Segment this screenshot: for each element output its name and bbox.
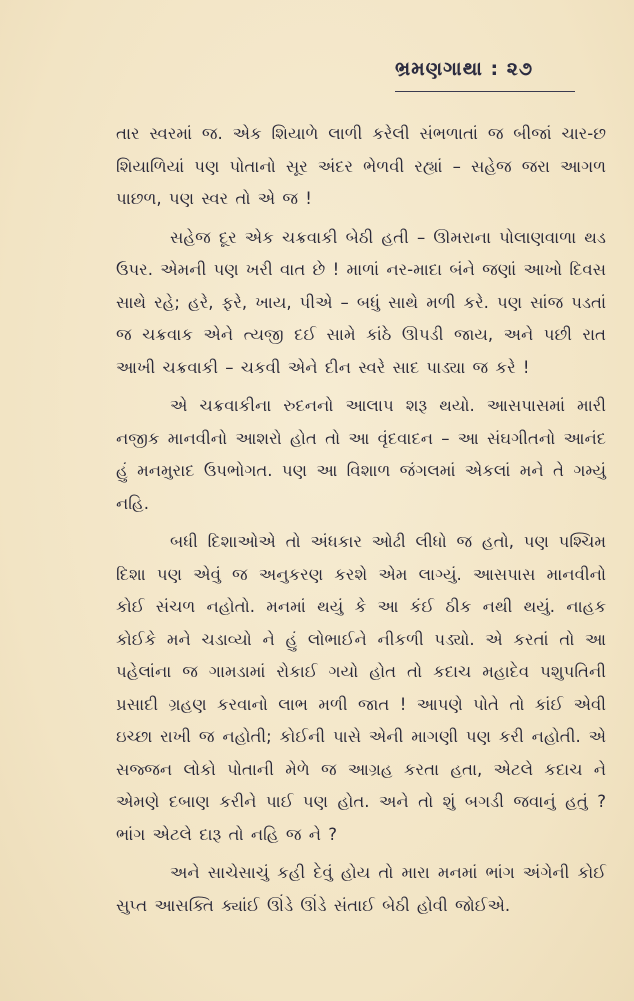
paragraph-1: તાર સ્વરમાં જ. એક શિયાળે લાળી કરેલી સંભળાતાં જ બીજાં ચાર-છ શિયાળિયાં પણ પોતાનો સૂર અંદર ભેળવી રહ્યાં – સહેજ જરા આગળ પાછળ, પણ સ્વર તો એ જ ! [116, 124, 606, 208]
page-body [116, 118, 606, 928]
paragraph-5: અને સાચેસાચું કહી દેવું હોય તો મારા મનમાં ભાંગ અંગેની કોઈ સુપ્ત આસક્તિ ક્યાંઈ ઊંડે ઊંડે સંતાઈ બેઠી હોવી જોઈએ. [116, 863, 606, 915]
header-underline [395, 91, 575, 92]
paragraph-4: બધી દિશાઓએ તો અંધકાર ઓઢી લીધો જ હતો, પણ પશ્ચિમ દિશા પણ એવું જ અનુકરણ કરશે એમ લાગ્યું. આસપાસ માનવીનો કોઈ સંચળ નહોતો. મનમાં થયું કે આ કંઈ ઠીક નથી થયું. નાહક કોઈકે મને ચડાવ્યો ને હું લોભાઈને નીકળી પડ્યો. એ કરતાં તો આ પહેલાંના જ ગામડામાં રોકાઈ ગયો હોત તો કદાચ મહાદેવ પશુપતિની પ્રસાદી ગ્રહણ કરવાનો લાભ મળી જાત ! આપણે પોતે તો કાંઈ એવી ઇચ્છા રાખી જ નહોતી; કોઈની પાસે એની માગણી પણ કરી નહોતી. એ સજ્જન લોકો પોતાની મેળે જ આગ્રહ કરતા હતા, એટલે કદાચ ને એમણે દબાણ કરીને પાઈ પણ હોત. અને તો શું બગડી જવાનું હતું ? ભાંગ એટલે દારૂ તો નહિ જ ને ? [116, 532, 606, 844]
running-header: ભ્રમણગાથા : ૨૭ [395, 58, 534, 80]
paragraph-3: એ ચક્રવાકીના રુદનનો આલાપ શરૂ થયો. આસપાસમાં મારી નજીક માનવીનો આશરો હોત તો આ વૃંદવાદન – આ સંઘગીતનો આનંદ હું મનમુરાદ ઉપભોગત. પણ આ વિશાળ જંગલમાં એકલાં મને તે ગમ્યું નહિ. [116, 396, 606, 513]
paragraph-2: સહેજ દૂર એક ચક્રવાકી બેઠી હતી – ઊમરાના પોલાણવાળા થડ ઉપર. એમની પણ ખરી વાત છે ! માળાં નર-માદા બંને જણાં આખો દિવસ સાથે રહે; હરે, ફરે, ખાય, પીએ – બધું સાથે મળી કરે. પણ સાંજ પડતાં જ ચક્રવાક એને ત્યજી દઈ સામે કાંઠે ઊપડી જાય, અને પછી રાત આખી ચક્રવાકી – ચકવી એને દીન સ્વરે સાદ પાડ્યા જ કરે ! [116, 227, 606, 377]
